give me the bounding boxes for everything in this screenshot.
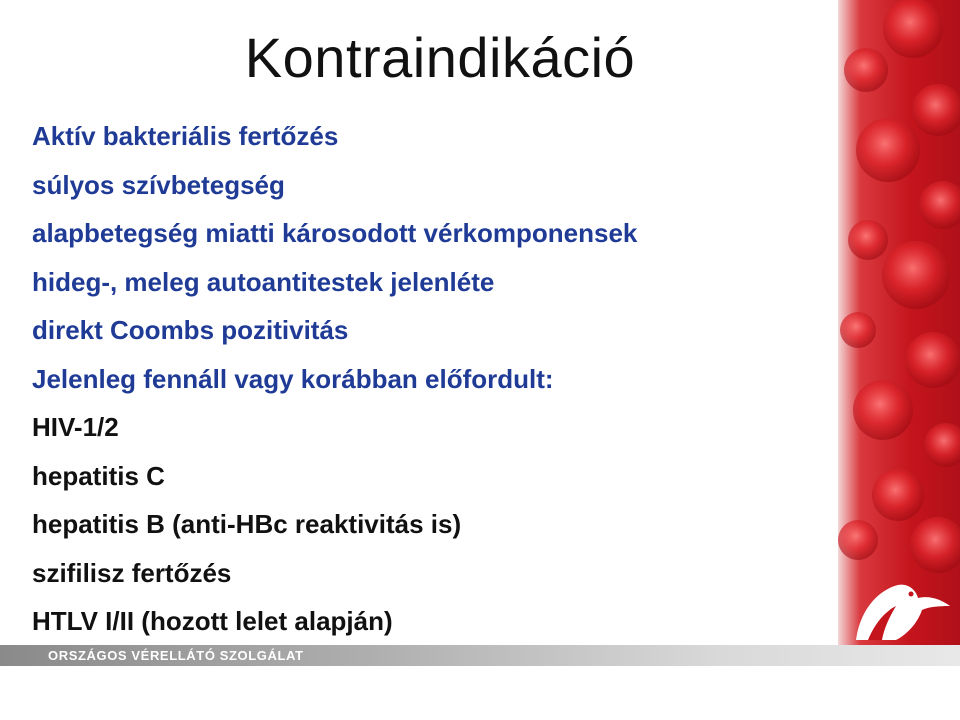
list-item: súlyos szívbetegség xyxy=(32,169,285,200)
list-item: hepatitis B (anti-HBc reaktivitás is) xyxy=(32,509,462,539)
slide-title: Kontraindikáció xyxy=(244,26,636,89)
footer-organization: ORSZÁGOS VÉRELLÁTÓ SZOLGÁLAT xyxy=(48,648,304,663)
list-item: hideg-, meleg autoantitestek jelenléte xyxy=(32,266,495,297)
contraindication-list xyxy=(32,116,637,650)
footer-band xyxy=(0,645,960,666)
list-item: szifilisz fertőzés xyxy=(32,557,232,588)
list-item: Jelenleg fennáll vagy korábban előfordult: xyxy=(32,363,554,394)
bottom-margin xyxy=(0,666,960,720)
list-item: HTLV I/II (hozott lelet alapján) xyxy=(32,606,393,636)
list-item: hepatitis C xyxy=(32,460,165,491)
list-item: HIV-1/2 xyxy=(32,412,119,442)
list-item: Aktív bakteriális fertőzés xyxy=(32,121,339,151)
list-item: alapbetegség miatti károsodott vérkomponensek xyxy=(32,218,638,248)
decorative-red-strip xyxy=(838,0,960,666)
blood-cell-pattern xyxy=(838,0,960,666)
list-item: direkt Coombs pozitivitás xyxy=(32,315,349,345)
